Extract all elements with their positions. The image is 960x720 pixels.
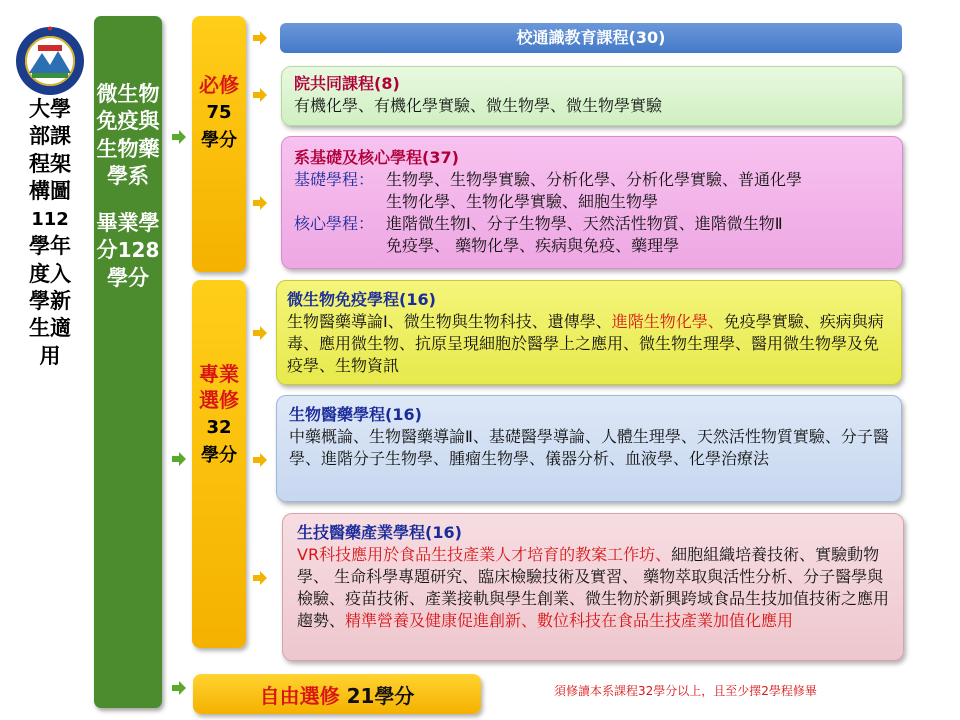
department-core-box — [281, 136, 903, 269]
university-seal-logo — [14, 25, 86, 97]
title-year: 112 — [31, 209, 69, 231]
elective-credits: 32 — [206, 417, 232, 438]
yellow-arrow-icon — [253, 453, 267, 467]
required-unit: 學分 — [201, 130, 237, 151]
industry-courses-highlight-2: 精準營養及健康促進創新、數位科技在食品生技產業加值化應用 — [345, 611, 794, 630]
microbiology-courses-part-b: 免疫學實驗、疾病與病毒、應用微生物、抗原呈現細胞於醫學上之應用、微生物生理學、醫用微生物學及免疫學、生物資訊 — [287, 312, 884, 375]
requirement-note: 須修讀本系課程32學分以上，且至少擇2學程修畢 — [554, 684, 817, 698]
elective-text — [192, 361, 246, 469]
elective-unit: 學分 — [201, 445, 237, 466]
basic-program-row — [294, 169, 890, 213]
industry-courses-main: 細胞組織培養技術、實驗動物學、 生命科學專題研究、臨床檢驗技術及實習、 藥物萃取與活性分析、分子醫學與檢驗、疫苗技術、產業接軌與學生創業、微生物於新興跨域食品生技加值技術之應用趨勢、 — [297, 545, 890, 630]
core-program-line-1: 進階微生物Ⅰ、分子生物學、天然活性物質、進階微生物Ⅱ — [386, 214, 783, 233]
required-text — [192, 72, 246, 154]
college-courses-title: 院共同課程(8) — [294, 74, 400, 93]
green-arrow-icon — [172, 452, 186, 466]
yellow-arrow-icon — [253, 31, 267, 45]
microbiology-program-courses — [287, 311, 891, 377]
biomedical-program-box — [276, 395, 902, 502]
microbiology-courses-highlight: 進階生物化學、 — [611, 312, 724, 331]
biomedical-program-title: 生物醫藥學程(16) — [289, 405, 422, 424]
core-program-line-2: 免疫學、 藥物化學、疾病與免疫、藥理學 — [386, 236, 680, 255]
industry-program-title: 生技醫藥產業學程(16) — [297, 523, 462, 542]
free-elective-block — [193, 674, 481, 714]
college-courses-list: 有機化學、有機化學實驗、微生物學、微生物學實驗 — [294, 96, 663, 115]
graduation-label: 畢業學分 — [96, 211, 160, 263]
title-part-2: 學年度入學新生適用 — [29, 234, 71, 368]
required-credits: 75 — [206, 102, 232, 123]
vertical-page-title — [26, 96, 74, 370]
microbiology-courses-part-a: 生物醫藥導論Ⅰ、微生物與生物科技、遺傳學、 — [287, 312, 612, 331]
basic-program-line-2: 生物化學、生物化學實驗、細胞生物學 — [386, 192, 659, 211]
yellow-arrow-icon — [253, 196, 267, 210]
basic-program-line-1: 生物學、生物學實驗、分析化學、分析化學實驗、普通化學 — [386, 170, 803, 189]
biomedical-program-courses: 中藥概論、生物醫藥導論Ⅱ、基礎醫學導論、人體生理學、天然活性物質實驗、分子醫學、進階分子生物學、腫瘤生物學、儀器分析、血液學、化學治療法 — [289, 427, 889, 468]
yellow-arrow-icon — [253, 571, 267, 585]
green-arrow-icon — [172, 130, 186, 144]
green-arrow-icon — [172, 681, 186, 695]
elective-label: 專業選修 — [199, 362, 239, 412]
department-core-title: 系基礎及核心學程(37) — [294, 148, 459, 167]
industry-program-box — [282, 513, 904, 661]
required-label: 必修 — [199, 73, 239, 97]
title-part-1: 大學部課程架構圖 — [29, 97, 71, 203]
basic-program-label: 基礎學程： — [294, 170, 375, 189]
college-courses-box — [281, 66, 903, 126]
graduation-credits: 128 — [117, 238, 160, 263]
core-program-label: 核心學程： — [294, 214, 375, 233]
department-name: 微生物免疫與生物藥學系 — [96, 82, 160, 188]
department-text — [94, 81, 162, 292]
industry-courses-highlight-1: VR科技應用於食品生技產業人才培育的教案工作坊、 — [297, 545, 672, 564]
microbiology-program-box — [276, 280, 902, 385]
general-education-bar: 校通識教育課程(30) — [280, 23, 902, 53]
yellow-arrow-icon — [253, 326, 267, 340]
core-program-row — [294, 213, 890, 257]
microbiology-program-title: 微生物免疫學程(16) — [287, 290, 436, 309]
industry-program-courses — [297, 544, 889, 632]
free-elective-label: 自由選修 — [259, 683, 340, 708]
yellow-arrow-icon — [253, 88, 267, 102]
free-elective-credits: 21學分 — [346, 683, 415, 708]
graduation-unit: 學分 — [107, 265, 149, 290]
